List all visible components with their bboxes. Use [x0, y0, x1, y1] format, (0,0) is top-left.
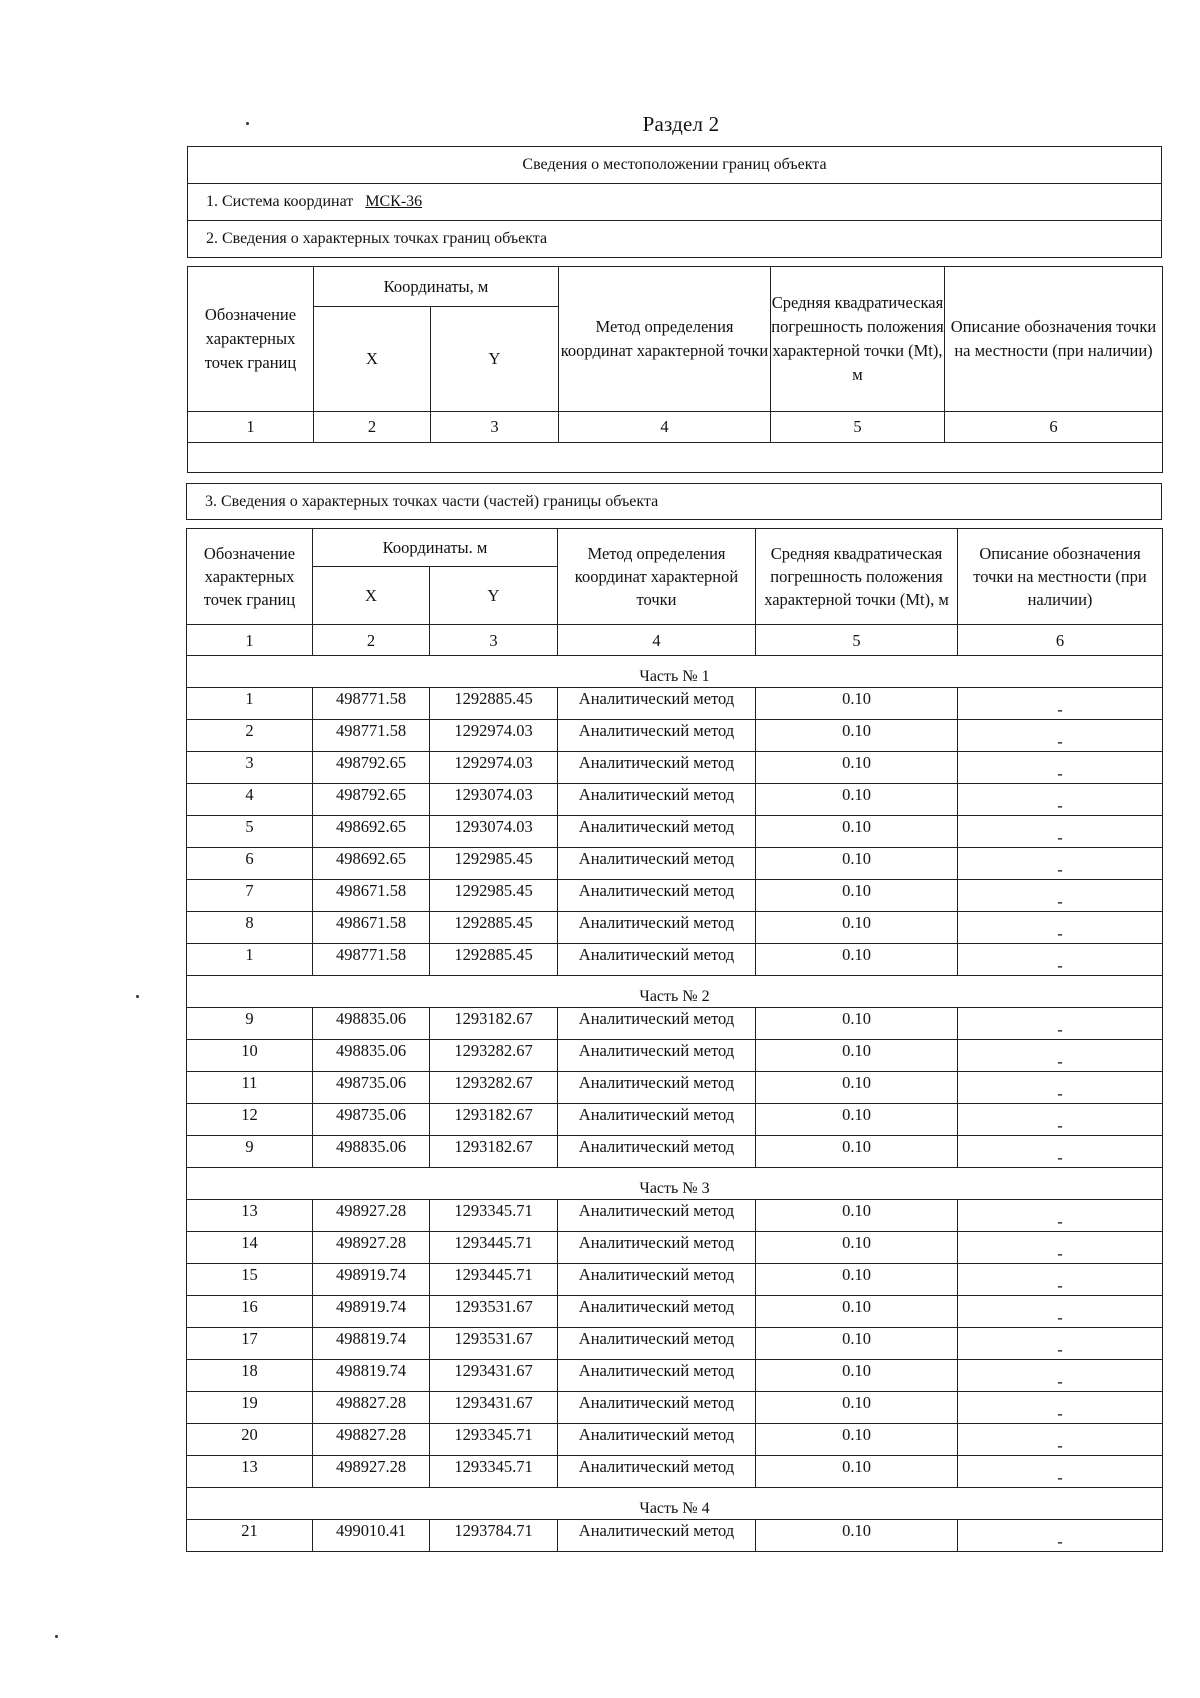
- point-description: -: [958, 720, 1163, 752]
- point-description: -: [958, 1232, 1163, 1264]
- error-value: 0.10: [756, 816, 958, 848]
- coord-x: 498735.06: [313, 1072, 430, 1104]
- error-value: 0.10: [756, 784, 958, 816]
- part-header-row: [187, 1488, 1163, 1520]
- point-description: -: [958, 1424, 1163, 1456]
- point-number: 1: [187, 688, 313, 720]
- part-label: Часть № 4: [187, 1488, 1163, 1520]
- coord-y: 1293345.71: [430, 1200, 558, 1232]
- method: Аналитический метод: [558, 752, 756, 784]
- error-value: 0.10: [756, 1200, 958, 1232]
- coord-x: 498919.74: [313, 1296, 430, 1328]
- method: Аналитический метод: [558, 816, 756, 848]
- point-number: 5: [187, 816, 313, 848]
- point-number: 13: [187, 1200, 313, 1232]
- col-number: 1: [188, 412, 314, 443]
- method: Аналитический метод: [558, 1040, 756, 1072]
- part-label: Часть № 1: [187, 656, 1163, 688]
- point-number: 11: [187, 1072, 313, 1104]
- point-description: -: [958, 1264, 1163, 1296]
- method: Аналитический метод: [558, 1232, 756, 1264]
- coord-y: 1292885.45: [430, 688, 558, 720]
- point-number: 20: [187, 1424, 313, 1456]
- table-row: [187, 688, 1163, 720]
- point-number: 4: [187, 784, 313, 816]
- coord-y: 1292985.45: [430, 848, 558, 880]
- coord-x: 498692.65: [313, 848, 430, 880]
- error-value: 0.10: [756, 688, 958, 720]
- method: Аналитический метод: [558, 848, 756, 880]
- scan-speck: [136, 995, 139, 998]
- point-description: -: [958, 1136, 1163, 1168]
- error-value: 0.10: [756, 1136, 958, 1168]
- error-value: 0.10: [756, 912, 958, 944]
- point-number: 9: [187, 1008, 313, 1040]
- error-value: 0.10: [756, 1296, 958, 1328]
- method: Аналитический метод: [558, 912, 756, 944]
- coord-x: 498819.74: [313, 1360, 430, 1392]
- coord-y: 1293182.67: [430, 1136, 558, 1168]
- point-description: -: [958, 1008, 1163, 1040]
- method: Аналитический метод: [558, 1360, 756, 1392]
- point-number: 21: [187, 1520, 313, 1552]
- col-number: 1: [187, 625, 313, 656]
- method: Аналитический метод: [558, 1008, 756, 1040]
- point-number: 1: [187, 944, 313, 976]
- part-header-row: [187, 656, 1163, 688]
- coord-y: 1293345.71: [430, 1456, 558, 1488]
- coord-y: 1293431.67: [430, 1360, 558, 1392]
- error-value: 0.10: [756, 1232, 958, 1264]
- error-value: 0.10: [756, 1040, 958, 1072]
- point-number: 2: [187, 720, 313, 752]
- header-description: Описание обозначения точки на местности (при наличии): [958, 529, 1163, 625]
- error-value: 0.10: [756, 1328, 958, 1360]
- coord-x: 498919.74: [313, 1264, 430, 1296]
- parts-section-table: [186, 483, 1162, 520]
- table-row: [187, 880, 1163, 912]
- point-number: 6: [187, 848, 313, 880]
- table-row: [187, 1072, 1163, 1104]
- empty-row: [188, 443, 1163, 473]
- table-row: [187, 1104, 1163, 1136]
- point-description: -: [958, 944, 1163, 976]
- point-description: -: [958, 816, 1163, 848]
- coord-y: 1293531.67: [430, 1328, 558, 1360]
- coord-y: 1293784.71: [430, 1520, 558, 1552]
- table-row: [187, 848, 1163, 880]
- parts-body: [187, 656, 1163, 1552]
- part-points-table: [186, 528, 1163, 1552]
- error-value: 0.10: [756, 1520, 958, 1552]
- coord-y: 1293282.67: [430, 1040, 558, 1072]
- point-number: 15: [187, 1264, 313, 1296]
- method: Аналитический метод: [558, 880, 756, 912]
- part-label: Часть № 2: [187, 976, 1163, 1008]
- coord-y: 1293182.67: [430, 1008, 558, 1040]
- method: Аналитический метод: [558, 1296, 756, 1328]
- coord-y: 1293345.71: [430, 1424, 558, 1456]
- col-number: 3: [431, 412, 559, 443]
- header-designation: Обозначение характерных точек границ: [187, 529, 313, 625]
- header-coords: Координаты. м: [313, 529, 558, 567]
- error-value: 0.10: [756, 1104, 958, 1136]
- point-number: 8: [187, 912, 313, 944]
- error-value: 0.10: [756, 944, 958, 976]
- point-description: -: [958, 1200, 1163, 1232]
- method: Аналитический метод: [558, 1136, 756, 1168]
- error-value: 0.10: [756, 1456, 958, 1488]
- point-number: 19: [187, 1392, 313, 1424]
- col-number: 5: [771, 412, 945, 443]
- table-row: [187, 752, 1163, 784]
- coord-y: 1293282.67: [430, 1072, 558, 1104]
- error-value: 0.10: [756, 1392, 958, 1424]
- point-description: -: [958, 1040, 1163, 1072]
- error-value: 0.10: [756, 1008, 958, 1040]
- coord-x: 498671.58: [313, 912, 430, 944]
- header-coords: Координаты, м: [314, 267, 559, 307]
- table-row: [187, 1456, 1163, 1488]
- points-title: 2. Сведения о характерных точках границ объекта: [188, 221, 1162, 258]
- error-value: 0.10: [756, 1072, 958, 1104]
- coord-x: 498835.06: [313, 1008, 430, 1040]
- point-description: -: [958, 848, 1163, 880]
- table-row: [187, 1200, 1163, 1232]
- coord-x: 498827.28: [313, 1392, 430, 1424]
- table-row: [187, 1136, 1163, 1168]
- point-number: 7: [187, 880, 313, 912]
- coord-x: 499010.41: [313, 1520, 430, 1552]
- header-error: Средняя квадратическая погрешность положения характерной точки (Mt), м: [756, 529, 958, 625]
- coord-x: 498771.58: [313, 688, 430, 720]
- col-number: 6: [958, 625, 1163, 656]
- header-y: Y: [430, 567, 558, 625]
- point-description: -: [958, 1392, 1163, 1424]
- point-description: -: [958, 688, 1163, 720]
- coord-y: 1293431.67: [430, 1392, 558, 1424]
- coord-y: 1293074.03: [430, 816, 558, 848]
- point-number: 18: [187, 1360, 313, 1392]
- coord-y: 1293074.03: [430, 784, 558, 816]
- error-value: 0.10: [756, 1264, 958, 1296]
- point-number: 14: [187, 1232, 313, 1264]
- coord-y: 1292974.03: [430, 752, 558, 784]
- method: Аналитический метод: [558, 1392, 756, 1424]
- header-description: Описание обозначения точки на местности (при наличии): [945, 267, 1163, 412]
- boundary-points-table: [187, 266, 1163, 473]
- header-y: Y: [431, 307, 559, 412]
- method: Аналитический метод: [558, 944, 756, 976]
- method: Аналитический метод: [558, 1104, 756, 1136]
- coord-y: 1292985.45: [430, 880, 558, 912]
- coord-y: 1293445.71: [430, 1264, 558, 1296]
- point-description: -: [958, 784, 1163, 816]
- coord-x: 498927.28: [313, 1232, 430, 1264]
- table-row: [187, 784, 1163, 816]
- coord-x: 498792.65: [313, 784, 430, 816]
- coord-x: 498827.28: [313, 1424, 430, 1456]
- header-error: Средняя квадратическая погрешность положения характерной точки (Mt), м: [771, 267, 945, 412]
- coord-system-label: 1. Система координат: [206, 193, 354, 210]
- header-x: X: [314, 307, 431, 412]
- point-description: -: [958, 1104, 1163, 1136]
- point-description: -: [958, 1072, 1163, 1104]
- coord-y: 1292885.45: [430, 944, 558, 976]
- table-row: [187, 816, 1163, 848]
- header-x: X: [313, 567, 430, 625]
- coord-x: 498671.58: [313, 880, 430, 912]
- coord-y: 1293182.67: [430, 1104, 558, 1136]
- coord-system-value: МСК-36: [365, 193, 423, 210]
- col-number: 2: [314, 412, 431, 443]
- coord-x: 498771.58: [313, 720, 430, 752]
- point-number: 16: [187, 1296, 313, 1328]
- table-row: [187, 1232, 1163, 1264]
- error-value: 0.10: [756, 1424, 958, 1456]
- header-designation: Обозначение характерных точек границ: [188, 267, 314, 412]
- scan-speck: [55, 1635, 58, 1638]
- table-row: [187, 1360, 1163, 1392]
- col-number: 6: [945, 412, 1163, 443]
- coord-x: 498927.28: [313, 1456, 430, 1488]
- col-number: 5: [756, 625, 958, 656]
- table-row: [187, 944, 1163, 976]
- point-number: 9: [187, 1136, 313, 1168]
- point-number: 17: [187, 1328, 313, 1360]
- point-description: -: [958, 1456, 1163, 1488]
- error-value: 0.10: [756, 848, 958, 880]
- section-header: Сведения о местоположении границ объекта: [188, 147, 1162, 184]
- part-header-row: [187, 976, 1163, 1008]
- method: Аналитический метод: [558, 720, 756, 752]
- point-description: -: [958, 1328, 1163, 1360]
- coord-x: 498835.06: [313, 1136, 430, 1168]
- point-description: -: [958, 1360, 1163, 1392]
- coord-y: 1293531.67: [430, 1296, 558, 1328]
- table-row: [187, 1264, 1163, 1296]
- col-number: 3: [430, 625, 558, 656]
- table-row: [187, 720, 1163, 752]
- method: Аналитический метод: [558, 1424, 756, 1456]
- coord-x: 498927.28: [313, 1200, 430, 1232]
- table-row: [187, 1040, 1163, 1072]
- coord-x: 498792.65: [313, 752, 430, 784]
- error-value: 0.10: [756, 752, 958, 784]
- col-number: 4: [559, 412, 771, 443]
- header-method: Метод определения координат характерной точки: [559, 267, 771, 412]
- coord-y: 1292885.45: [430, 912, 558, 944]
- error-value: 0.10: [756, 720, 958, 752]
- method: Аналитический метод: [558, 1328, 756, 1360]
- location-section-table: [187, 146, 1162, 258]
- coord-x: 498835.06: [313, 1040, 430, 1072]
- table-row: [187, 1424, 1163, 1456]
- coord-y: 1293445.71: [430, 1232, 558, 1264]
- method: Аналитический метод: [558, 1520, 756, 1552]
- table-row: [187, 1328, 1163, 1360]
- point-description: -: [958, 912, 1163, 944]
- part-label: Часть № 3: [187, 1168, 1163, 1200]
- col-number: 2: [313, 625, 430, 656]
- part-header-row: [187, 1168, 1163, 1200]
- table-row: [187, 1296, 1163, 1328]
- coord-x: 498771.58: [313, 944, 430, 976]
- method: Аналитический метод: [558, 1264, 756, 1296]
- point-description: -: [958, 1520, 1163, 1552]
- error-value: 0.10: [756, 880, 958, 912]
- error-value: 0.10: [756, 1360, 958, 1392]
- method: Аналитический метод: [558, 1200, 756, 1232]
- point-description: -: [958, 880, 1163, 912]
- coord-y: 1292974.03: [430, 720, 558, 752]
- table-row: [187, 912, 1163, 944]
- method: Аналитический метод: [558, 1456, 756, 1488]
- header-method: Метод определения координат характерной точки: [558, 529, 756, 625]
- parts-title: 3. Сведения о характерных точках части (частей) границы объекта: [187, 484, 1162, 520]
- coord-x: 498692.65: [313, 816, 430, 848]
- point-number: 10: [187, 1040, 313, 1072]
- coord-x: 498735.06: [313, 1104, 430, 1136]
- table-row: [187, 1008, 1163, 1040]
- col-number: 4: [558, 625, 756, 656]
- point-description: -: [958, 1296, 1163, 1328]
- point-number: 12: [187, 1104, 313, 1136]
- table-row: [187, 1392, 1163, 1424]
- coord-x: 498819.74: [313, 1328, 430, 1360]
- method: Аналитический метод: [558, 1072, 756, 1104]
- point-number: 3: [187, 752, 313, 784]
- page-title: Раздел 2: [642, 112, 720, 136]
- coord-system-row: [188, 184, 1162, 221]
- method: Аналитический метод: [558, 688, 756, 720]
- method: Аналитический метод: [558, 784, 756, 816]
- table-row: [187, 1520, 1163, 1552]
- point-number: 13: [187, 1456, 313, 1488]
- point-description: -: [958, 752, 1163, 784]
